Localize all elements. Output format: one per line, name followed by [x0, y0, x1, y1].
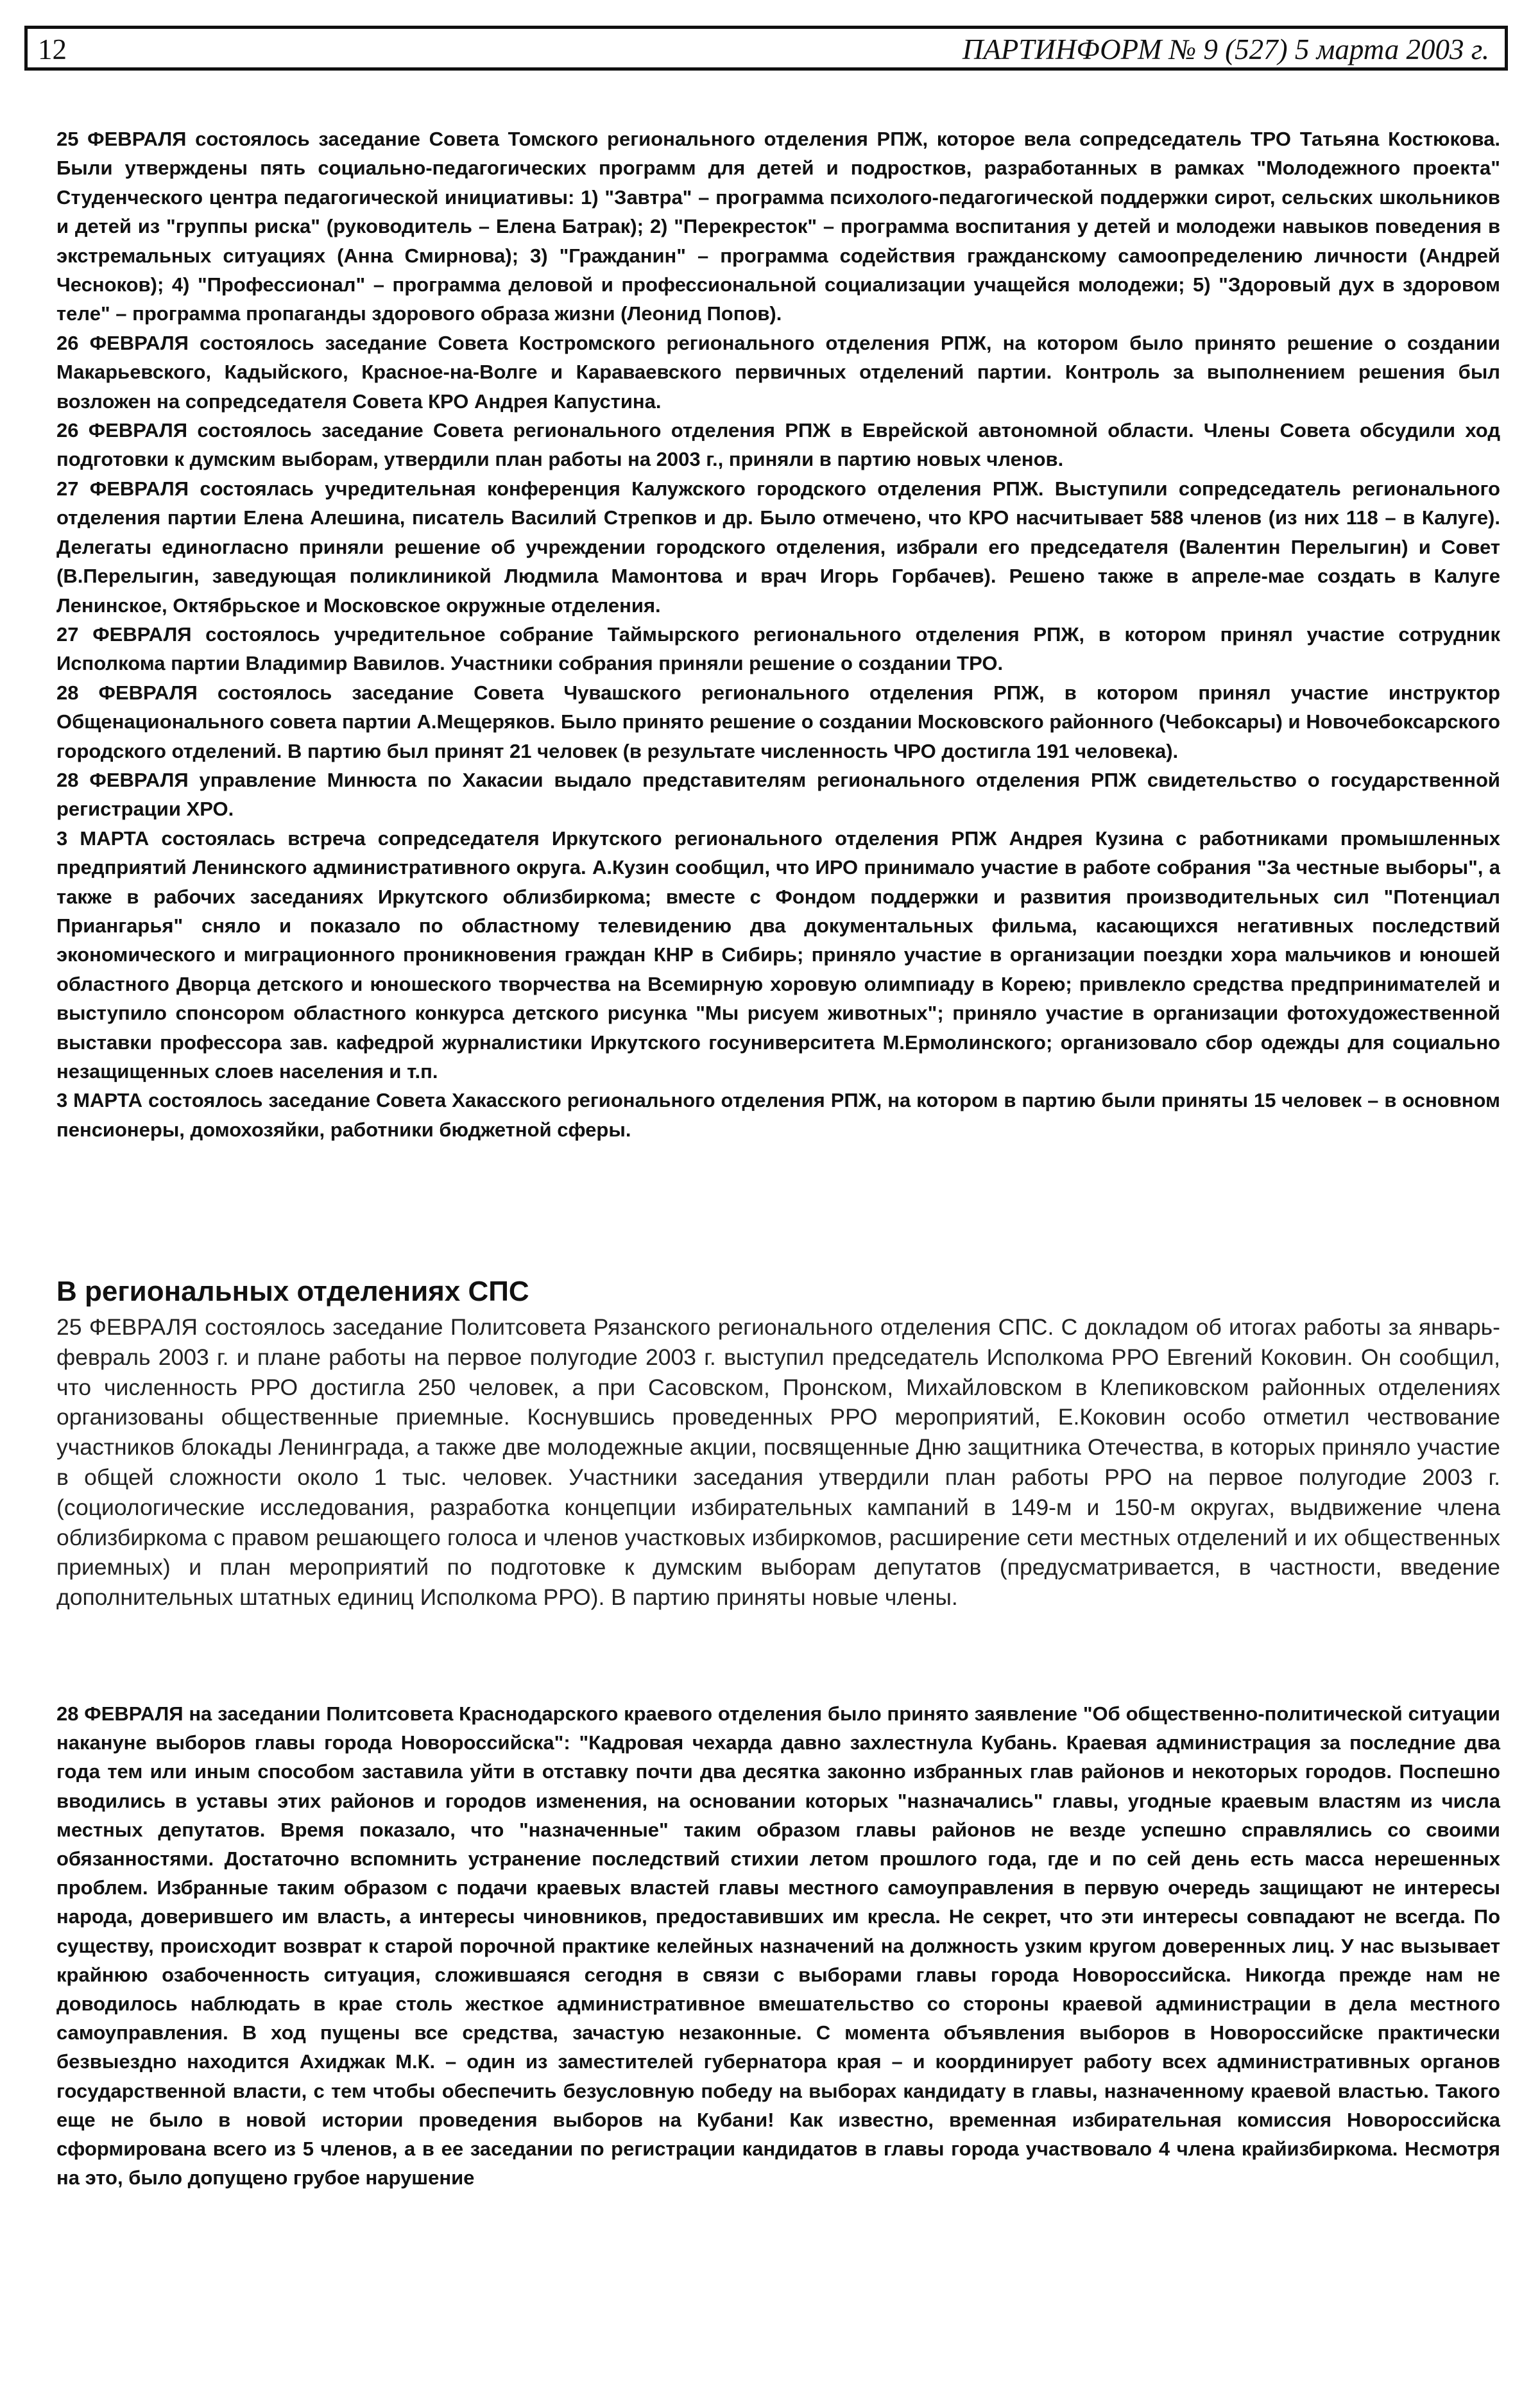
news-item: 26 ФЕВРАЛЯ состоялось заседание Совета Костромского регионального отделения РПЖ, на котором было принято решение о создании Макарьевского, Кадыйского, Красное-на-Волге и Караваевского первичных отделений партии. Контроль за выполнением решения был возложен на сопредседателя Совета КРО Андрея Капустина.: [56, 331, 1500, 413]
news-item: 3 МАРТА состоялась встреча сопредседателя Иркутского регионального отделения РПЖ Андрея Кузина с работниками промышленных предприятий Ленинского административного округа. А.Кузин сообщил, что ИРО принимало участие в работе собрания "За честные выборы", а также в рабочих заседаниях Иркутского облизбиркома; вместе с Фондом поддержки и развития производительных сил "Потенциал Приангарья" сняло и показало по областному телевидению два документальных фильма, касающихся негативных последствий экономического и миграционного проникновения граждан КНР в Сибирь; приняло участие в организации поездки хора мальчиков и юношей областного Дворца детского и юношеского творчества на Всемирную хоровую олимпиаду в Корею; привлекло средства предпринимателей и выступило спонсором областного конкурса детского рисунка "Мы рисуем животных"; приняло участие в организации фотохудожественной выставки профессора зав. кафедрой журналистики Иркутского госуниверситета М.Ермолинского; организовало сбор одежды для социально незащищенных слоев населения и т.п.: [56, 827, 1500, 1083]
rpzh-news-block: [56, 124, 1500, 1144]
news-item: 26 ФЕВРАЛЯ состоялось заседание Совета регионального отделения РПЖ в Еврейской автономной области. Члены Совета обсудили ход подготовки к думским выборам, утвердили план работы на 2003 г., приняли в партию новых членов.: [56, 419, 1500, 471]
news-item: 27 ФЕВРАЛЯ состоялась учредительная конференция Калужского городского отделения РПЖ. Выступили сопредседатель регионального отделения партии Елена Алешина, писатель Василий Стрепков и др. Было отмечено, что КРО насчитывает 588 членов (из них 118 – в Калуге). Делегаты единогласно приняли решение об учреждении городского отделения, избрали его председателя (Валентин Перелыгин) и Совет (В.Перелыгин, заведующая поликлиникой Людмила Мамонтова и врач Игорь Горбачев). Решено также в апреле-мае создать в Калуге Ленинское, Октябрьское и Московское окружные отделения.: [56, 477, 1500, 617]
news-item: 25 ФЕВРАЛЯ состоялось заседание Политсовета Рязанского регионального отделения СПС. С докладом об итогах работы за январь-февраль 2003 г. и плане работы на первое полугодие 2003 г. выступил председатель Исполкома РРО Евгений Коковин. Он сообщил, что численность РРО достигла 250 человек, а при Сасовском, Пронском, Михайловском в Клепиковском районных отделениях организованы общественные приемные. Коснувшись проведенных РРО мероприятий, Е.Коковин особо отметил чествование участников блокады Ленинграда, а также две молодежные акции, посвященные Дню защитника Отечества, в которых приняло участие в общей сложности около 1 тыс. человек. Участники заседания утвердили план работы РРО на первое полугодие 2003 г. (социологические исследования, разработка концепции избирательных кампаний в 149-м и 150-м округах, выдвижение члена облизбиркома с правом решающего голоса и членов участковых избиркомов, расширение сети местных отделений и их общественных приемных) и план мероприятий по подготовке к думским выборам депутатов (предусматривается, в частности, введение дополнительных штатных единиц Исполкома РРО). В партию приняты новые члены.: [56, 1314, 1500, 1611]
sps-ryazan-paragraph: [56, 1312, 1500, 1613]
publication-title: ПАРТИНФОРМ № 9 (527) 5 марта 2003 г.: [962, 33, 1489, 65]
page-number: 12: [38, 33, 67, 65]
news-item: 25 ФЕВРАЛЯ состоялось заседание Совета Томского регионального отделения РПЖ, которое вела сопредседатель ТРО Татьяна Костюкова. Были утверждены пять социально-педагогических программ для детей и подростков, разработанных в рамках "Молодежного проекта" Студенческого центра педагогической инициативы: 1) "Завтра" – программа психолого-педагогической поддержки сирот, сельских школьников и детей из "группы риска" (руководитель – Елена Батрак); 2) "Перекресток" – программа воспитания у детей и молодежи навыков поведения в экстремальных ситуациях (Анна Смирнова); 3) "Гражданин" – программа содействия гражданскому самоопределению личности (Андрей Чесноков); 4) "Профессионал" – программа деловой и профессиональной социализации учащейся молодежи; 5) "Здоровый дух в здоровом теле" – программа пропаганды здорового образа жизни (Леонид Попов).: [56, 128, 1500, 325]
news-item: 27 ФЕВРАЛЯ состоялось учредительное собрание Таймырского регионального отделения РПЖ, в котором принял участие сотрудник Исполкома партии Владимир Вавилов. Участники собрания приняли решение о создании ТРО.: [56, 622, 1500, 675]
page-header: [24, 26, 1508, 71]
news-item: 28 ФЕВРАЛЯ состоялось заседание Совета Чувашского регионального отделения РПЖ, в котором принял участие инструктор Общенационального совета партии А.Мещеряков. Было принято решение о создании Московского районного (Чебоксары) и Новочебоксарского городского отделений. В партию был принят 21 человек (в результате численность ЧРО достигла 191 человека).: [56, 681, 1500, 762]
news-item: 3 МАРТА состоялось заседание Совета Хакасского регионального отделения РПЖ, на котором в партию были приняты 15 человек – в основном пенсионеры, домохозяйки, работники бюджетной сферы.: [56, 1089, 1500, 1141]
news-item: 28 ФЕВРАЛЯ на заседании Политсовета Краснодарского краевого отделения было принято заявление "Об общественно-политической ситуации накануне выборов главы города Новороссийска": "Кадровая чехарда давно захлестнула Кубань. Краевая администрация за последние два года тем или иным способом заставила уйти в отставку почти два десятка законно избранных глав районов и некоторых городов. Поспешно вводились в уставы этих районов и городов изменения, на основании которых "назначались" главы, угодные краевым властям из числа местных депутатов. Время показало, что "назначенные" таким образом главы районов не везде успешно справлялись со своими обязанностями. Достаточно вспомнить устранение последствий стихии летом прошлого года, где и по сей день есть масса нерешенных проблем. Избранные таким образом с подачи краевых властей главы местного самоуправления в первую очередь защищают не интересы народа, доверившего им власть, а интересы чиновников, предоставивших им кресла. Не секрет, что эти интересы совпадают не всегда. По существу, происходит возврат к старой порочной практике келейных назначений на должность узким кругом доверенных лиц. У нас вызывает крайнюю озабоченность ситуация, сложившаяся сегодня в связи с выборами главы города Новороссийска. Никогда прежде нам не доводилось наблюдать в крае столь жесткое административное вмешательство со стороны краевой администрации в дела местного самоуправления. В ход пущены все средства, зачастую незаконные. С момента объявления выборов в Новороссийске практически безвыездно находится Ахиджак М.К. – один из заместителей губернатора края – и координирует работу всех административных органов государственной власти, с тем чтобы обеспечить безусловную победу на выборах кандидату в главы, назначенному краевой властью. Такого еще не было в новой истории проведения выборов на Кубани! Как известно, временная избирательная комиссия Новороссийска сформирована всего из 5 членов, а в ее заседании по регистрации кандидатов в главы города участвовало 4 члена крайизбиркома. Несмотря на это, было допущено грубое нарушение: [56, 1702, 1500, 2189]
sps-krasnodar-paragraph: [56, 1699, 1500, 2192]
section-heading: В региональных отделениях СПС: [56, 1276, 529, 1307]
news-item: 28 ФЕВРАЛЯ управление Минюста по Хакасии выдало представителям регионального отделения РПЖ свидетельство о государственной регистрации ХРО.: [56, 768, 1500, 821]
